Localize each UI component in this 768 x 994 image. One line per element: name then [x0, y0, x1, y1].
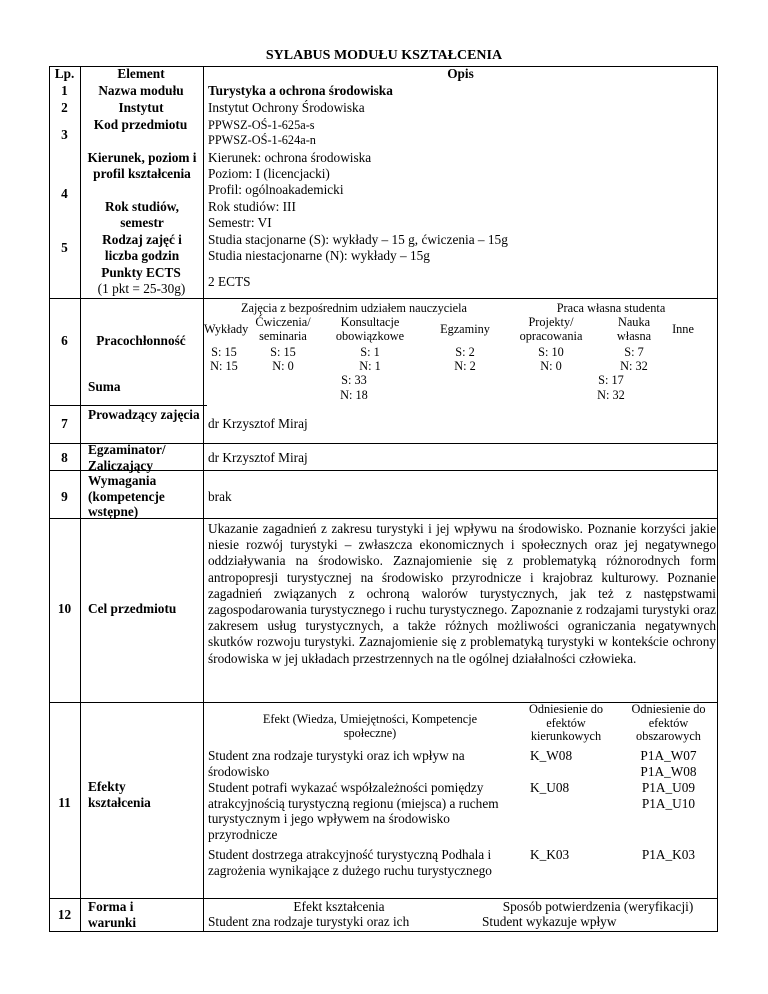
row-label-examiner: Egzaminator/ Zaliczający — [88, 442, 166, 473]
outcome-2-area-1: P1A_U09 — [641, 780, 696, 795]
col-exams-head: Egzaminy — [440, 322, 490, 336]
col-projects-head: Projekty/ opracowania — [519, 315, 583, 343]
institute-value: Instytut Ochrony Środowiska — [208, 100, 365, 115]
year-value: Rok studiów: III — [208, 199, 296, 214]
row-label-institute: Instytut — [118, 100, 164, 115]
row-number: 6 — [61, 333, 68, 348]
col-other-head: Inne — [672, 322, 694, 336]
group-teacher: Zajęcia z bezpośrednim udziałem nauczyciela — [240, 301, 467, 315]
col-consult-head: Konsultacje obowiązkowe — [335, 315, 405, 343]
exercises-n: N: 0 — [272, 359, 294, 373]
grid-line — [80, 66, 81, 932]
row-label-year: Rok studiów, semestr — [105, 199, 179, 230]
self-study-n: N: 32 — [620, 359, 648, 373]
form-row-effect: Student zna rodzaje turystyki oraz ich — [208, 914, 410, 929]
row-label-name: Nazwa modułu — [98, 83, 184, 98]
grid-line — [49, 405, 207, 406]
col-exercises-head: Ćwiczenia/ seminaria — [255, 315, 311, 343]
ects-value: 2 ECTS — [208, 274, 251, 289]
grid-line — [49, 702, 718, 703]
outcome-2-direction: K_U08 — [530, 780, 570, 795]
outcome-3-direction: K_K03 — [530, 847, 570, 862]
exams-s: S: 2 — [455, 345, 475, 359]
row-number: 5 — [61, 240, 68, 255]
row-label-form: Forma i warunki — [88, 899, 137, 930]
header-lp: Lp. — [54, 66, 75, 81]
outcome-1-area-1: P1A_W07 — [640, 748, 697, 763]
sum-teacher-s: S: 33 — [341, 373, 367, 387]
col-self-study-head: Nauka własna — [616, 315, 652, 343]
consult-n: N: 1 — [359, 359, 381, 373]
sum-self-s: S: 17 — [598, 373, 624, 387]
grid-line — [49, 931, 718, 932]
row-number: 2 — [61, 100, 68, 115]
row-number: 10 — [57, 601, 72, 616]
lectures-s: S: 15 — [211, 345, 237, 359]
outcome-1-text: Student zna rodzaje turystyki oraz ich wpływ na środowisko — [208, 748, 465, 779]
row-label-goal: Cel przedmiotu — [88, 601, 177, 616]
form-head-effect: Efekt kształcenia — [293, 899, 385, 914]
projects-s: S: 10 — [538, 345, 564, 359]
code-value-1: PPWSZ-OŚ-1-625a-s — [208, 118, 315, 132]
projects-n: N: 0 — [540, 359, 562, 373]
goal-text: Ukazanie zagadnień z zakresu turystyki i jej wpływu na środowisko. Poznanie korzyści jakie niesie rozwój turystyki – zwłaszcza ekonomicznych i społecznych oraz jej negatywnego oddziaływania na środowisko. Zaznajomienie się z problematyką różnorodnych form antropopresji turystycznej na środowisko przyrodnicze i krajobraz kulturowy. Poznanie zagadnień związanych z ochroną walorów turystycznych, jak też z następstwami zagospodarowania turystycznego i ruchu turystycznego. Zapoznanie z rodzajami turystyki oraz zakresem usług turystycznych, a także różnych możliwości ograniczania negatywnych skutków rozwoju turystyki. Zaznajomienie się z problematyką turystyki w kontekście ochrony środowiska w jej układach przestrzennych na tle ogólnej działalności człowieka. — [208, 521, 716, 666]
consult-s: S: 1 — [360, 345, 380, 359]
row-label-workload: Pracochłonność — [96, 333, 186, 348]
row-label-outcomes: Efekty kształcenia — [88, 779, 151, 810]
self-study-s: S: 7 — [624, 345, 644, 359]
code-value-2: PPWSZ-OŚ-1-624a-n — [208, 133, 316, 147]
exercises-s: S: 15 — [270, 345, 296, 359]
outcome-3-area-1: P1A_K03 — [641, 847, 696, 862]
header-opis: Opis — [447, 66, 474, 81]
lecturer-value: dr Krzysztof Miraj — [208, 416, 308, 431]
row-label-classes: Rodzaj zajęć i liczba godzin — [102, 232, 182, 263]
module-name: Turystyka a ochrona środowiska — [208, 83, 393, 98]
row-number: 8 — [61, 450, 68, 465]
row-number: 4 — [61, 186, 68, 201]
classes-stationary: Studia stacjonarne (S): wykłady – 15 g, ćwiczenia – 15g — [208, 232, 508, 247]
outcome-3-text: Student dostrzega atrakcyjność turystyczną Podhala i zagrożenia wynikające z dużego ruchu turystycznego — [208, 847, 492, 878]
outcome-1-area-2: P1A_W08 — [640, 764, 697, 779]
outcome-1-direction: K_W08 — [530, 748, 573, 763]
row-label-code: Kod przedmiotu — [93, 117, 188, 132]
row-label-sum: Suma — [88, 379, 121, 394]
header-element: Element — [117, 66, 165, 81]
grid-line — [717, 66, 718, 932]
row-label-ects: Punkty ECTS — [101, 265, 181, 280]
requirements-value: brak — [208, 489, 232, 504]
lectures-n: N: 15 — [210, 359, 238, 373]
row-label-requirements: Wymagania (kompetencje wstępne) — [88, 473, 165, 520]
field-value: Kierunek: ochrona środowiska — [208, 150, 372, 165]
row-number: 9 — [61, 489, 68, 504]
outcome-2-text: Student potrafi wykazać współzależności pomiędzy atrakcyjnością turystyczną regionu (miejsca) a ruchem turystycznym i jego wpływem na środowisko przyrodnicze — [208, 780, 499, 842]
sum-teacher-n: N: 18 — [340, 388, 368, 402]
page-title: SYLABUS MODUŁU KSZTAŁCENIA — [265, 48, 503, 63]
form-head-verify: Sposób potwierdzenia (weryfikacji) — [502, 899, 694, 914]
col-lectures-head: Wykłady — [204, 322, 249, 336]
exams-n: N: 2 — [454, 359, 476, 373]
outcome-2-area-2: P1A_U10 — [641, 796, 696, 811]
profile-value: Profil: ogólnoakademicki — [208, 182, 344, 197]
semester-value: Semestr: VI — [208, 215, 272, 230]
outcome-head-area: Odniesienie do efektów obszarowych — [631, 702, 706, 743]
level-value: Poziom: I (licencjacki) — [208, 166, 330, 181]
row-number: 3 — [61, 127, 68, 142]
row-number: 1 — [61, 83, 68, 98]
sum-self-n: N: 32 — [597, 388, 625, 402]
form-row-verify: Student wykazuje wpływ — [482, 914, 617, 929]
grid-line — [49, 298, 718, 299]
row-number: 7 — [61, 416, 68, 431]
classes-extramural: Studia niestacjonarne (N): wykłady – 15g — [208, 248, 430, 263]
outcome-head-effect: Efekt (Wiedza, Umiejętności, Kompetencje społeczne) — [262, 712, 478, 740]
outcome-head-direction: Odniesienie do efektów kierunkowych — [528, 702, 604, 743]
row-number: 11 — [58, 795, 71, 810]
grid-line — [203, 66, 204, 932]
row-label-lecturer: Prowadzący zajęcia — [88, 407, 200, 422]
row-label-field: Kierunek, poziom i profil kształcenia — [87, 150, 197, 181]
ects-note: (1 pkt = 25-30g) — [97, 281, 186, 296]
row-number: 12 — [57, 907, 72, 922]
examiner-value: dr Krzysztof Miraj — [208, 450, 308, 465]
group-self: Praca własna studenta — [556, 301, 666, 315]
